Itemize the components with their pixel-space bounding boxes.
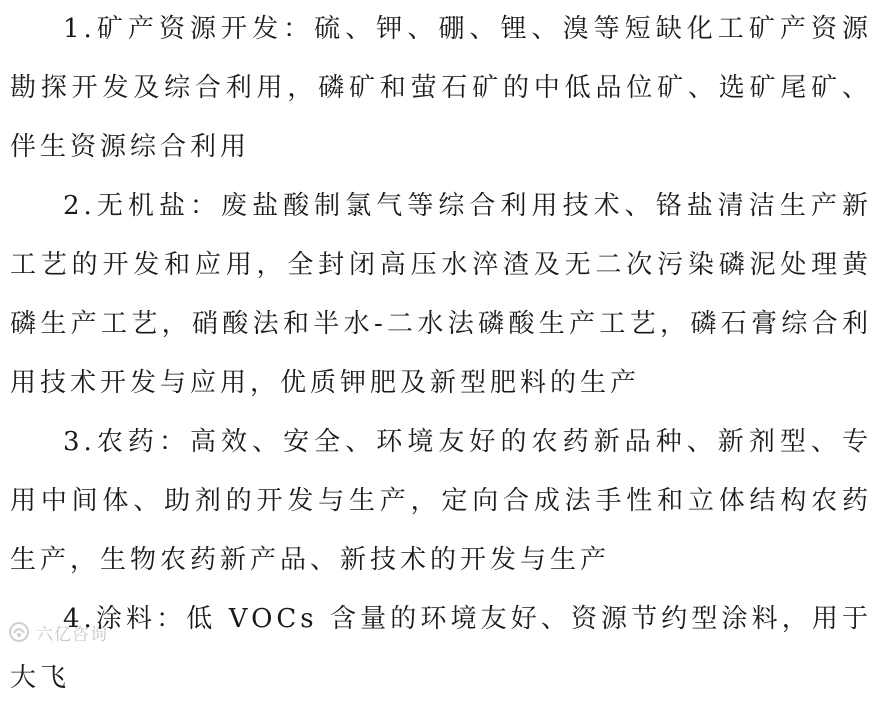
watermark-text: 六亿咨询 xyxy=(36,624,108,645)
document-body xyxy=(10,0,872,708)
paragraph-inorganic-salts: 2.无机盐：废盐酸制氯气等综合利用技术、铬盐清洁生产新工艺的开发和应用，全封闭高压水淬渣及无二次污染磷泥处理黄磷生产工艺，硝酸法和半水-二水法磷酸生产工艺，磷石膏综合利用技术开发与应用，优质钾肥及新型肥料的生产 xyxy=(10,191,872,398)
paragraph-pesticides: 3.农药：高效、安全、环境友好的农药新品种、新剂型、专用中间体、助剂的开发与生产，定向合成法手性和立体结构农药生产，生物农药新产品、新技术的开发与生产 xyxy=(10,427,872,575)
paragraph-mineral-resources: 1.矿产资源开发：硫、钾、硼、锂、溴等短缺化工矿产资源勘探开发及综合利用，磷矿和萤石矿的中低品位矿、选矿尾矿、伴生资源综合利用 xyxy=(10,14,872,162)
paragraph-coatings: 4.涂料：低 VOCs 含量的环境友好、资源节约型涂料，用于大飞 xyxy=(10,604,872,693)
